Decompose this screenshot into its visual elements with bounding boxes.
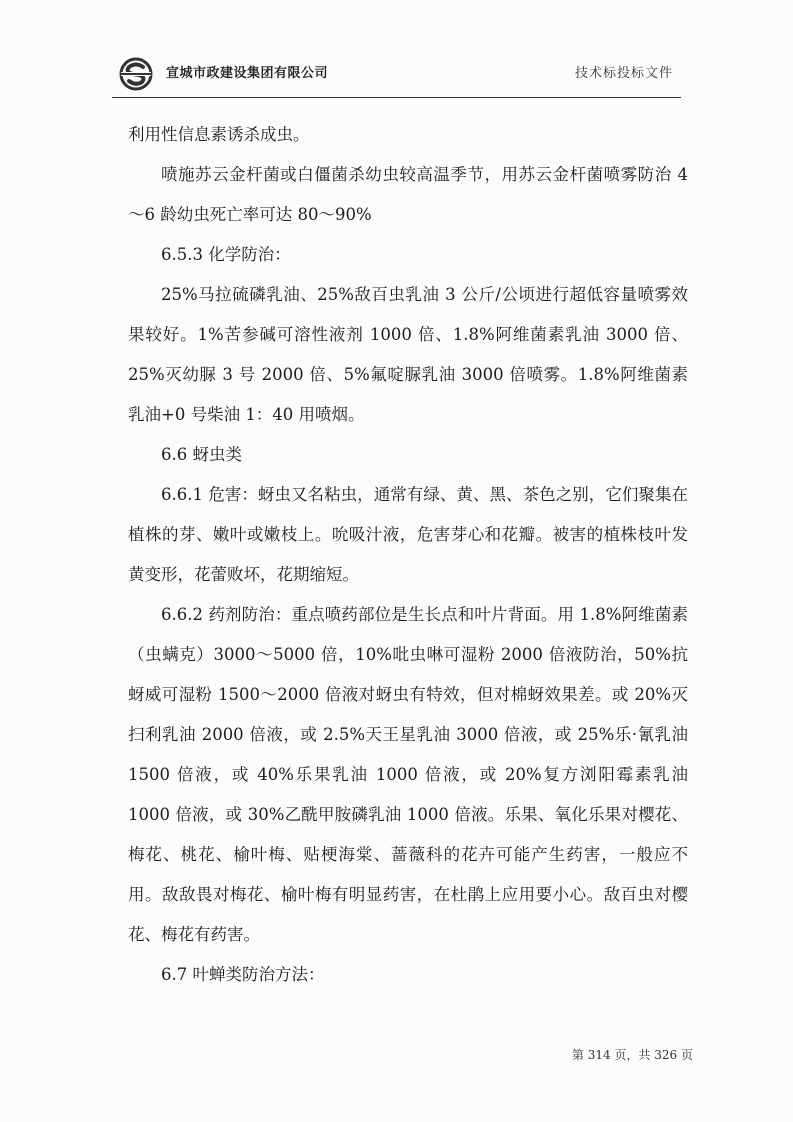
paragraph: 6.6.1 危害：蚜虫又名粘虫，通常有绿、黄、黑、茶色之别，它们聚集在植株的芽、嫩叶或嫩枝上。吮吸汁液，危害芽心和花瓣。被害的植株枝叶发黄变形，花蕾败坏，花期缩短。	[128, 485, 688, 584]
document-body	[128, 115, 688, 995]
document-title: 技术标投标文件	[574, 66, 673, 81]
page-header	[0, 0, 793, 110]
paragraph: 25%马拉硫磷乳油、25%敌百虫乳油 3 公斤/公顷进行超低容量喷雾效果较好。1%苦参碱可溶性液剂 1000 倍、1.8%阿维菌素乳油 3000 倍、25%灭幼脲 3 号 2000 倍、5%氟啶脲乳油 3000 倍喷雾。1.8%阿维菌素乳油+0 号柴油 1：40 用喷烟。	[128, 285, 688, 424]
header-divider	[112, 97, 681, 98]
paragraph: 6.6.2 药剂防治：重点喷药部位是生长点和叶片背面。用 1.8%阿维菌素（虫螨克）3000～5000 倍，10%吡虫啉可湿粉 2000 倍液防治，50%抗蚜威可湿粉 1500～2000 倍液对蚜虫有特效，但对棉蚜效果差。或 20%灭扫利乳油 2000 倍液，或 2.5%天王星乳油 3000 倍液，或 25%乐·氰乳油 1500 倍液，或 40%乐果乳油 1000 倍液，或 20%复方浏阳霉素乳油 1000 倍液，或 30%乙酰甲胺磷乳油 1000 倍液。乐果、氧化乐果对樱花、梅花、桃花、榆叶梅、贴梗海棠、蔷薇科的花卉可能产生药害，一般应不用。敌敌畏对梅花、榆叶梅有明显药害，在杜鹃上应用要小心。敌百虫对樱花、梅花有药害。	[128, 605, 688, 944]
paragraph: 喷施苏云金杆菌或白僵菌杀幼虫较高温季节，用苏云金杆菌喷雾防治 4～6 龄幼虫死亡率可达 80～90%	[128, 165, 688, 224]
paragraph: 利用性信息素诱杀成虫。	[128, 125, 310, 144]
section-heading: 6.5.3 化学防治：	[161, 245, 291, 264]
company-name: 宣城市政建设集团有限公司	[166, 66, 329, 81]
section-heading: 6.7 叶蝉类防治方法：	[161, 965, 325, 984]
section-heading: 6.6 蚜虫类	[161, 445, 242, 464]
page-number: 第 314 页，共 326 页	[571, 1048, 693, 1062]
company-logo-icon	[118, 56, 154, 92]
